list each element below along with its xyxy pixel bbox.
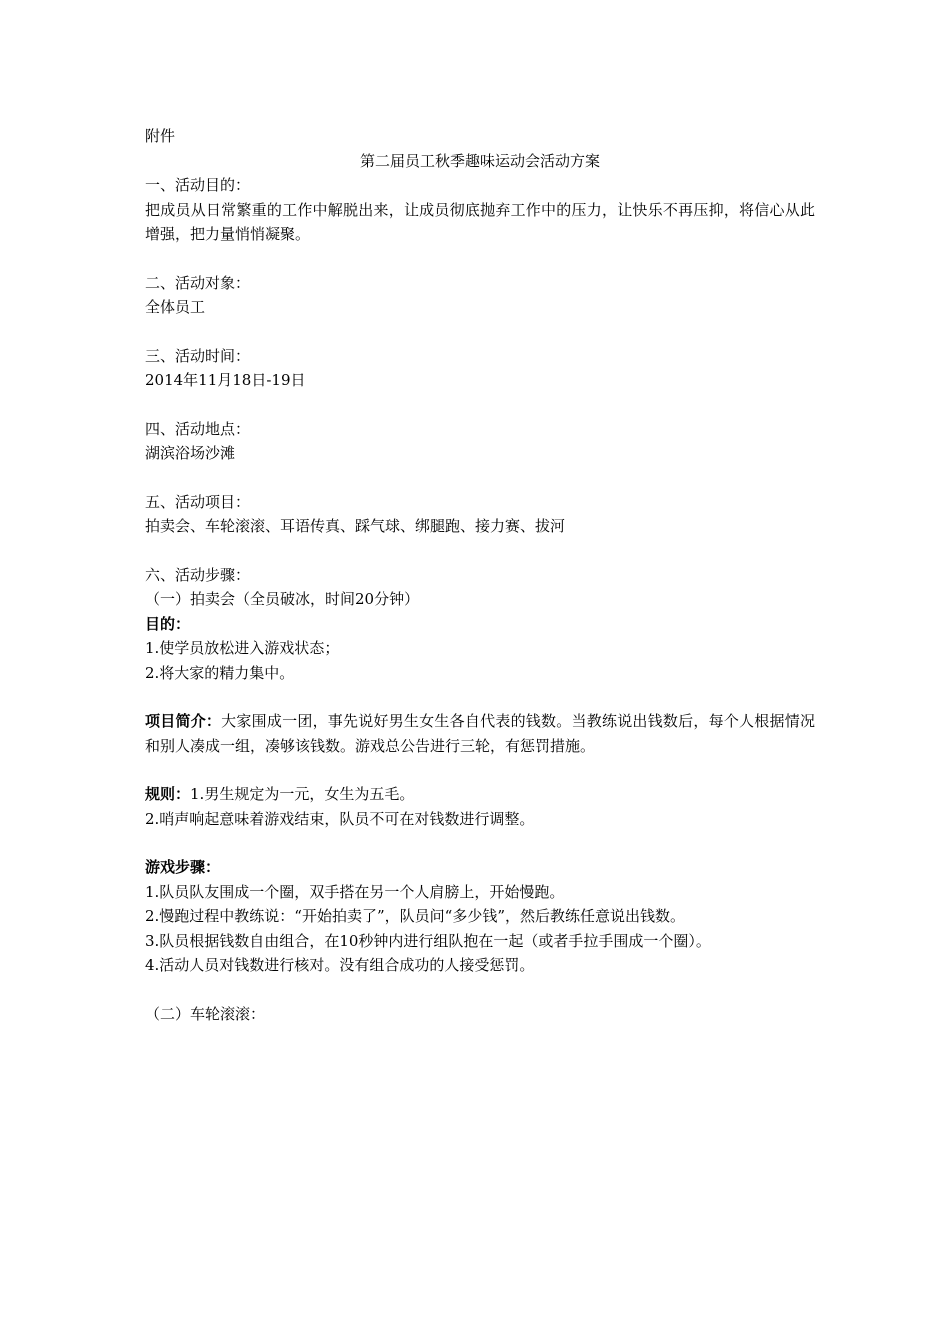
- rule-item-2: 2.哨声响起意味着游戏结束，队员不可在对钱数进行调整。: [145, 809, 535, 828]
- steps-heading: 六、活动步骤：: [145, 565, 251, 584]
- intro-text: 大家围成一团，事先说好男生女生各自代表的钱数。当教练说出钱数后，每个人根据情况和别人凑成一组，凑够该钱数。游戏总公告进行三轮，有惩罚措施。: [145, 712, 815, 755]
- attachment-label: 附件: [145, 127, 176, 145]
- time-heading: 三、活动时间：: [145, 346, 251, 365]
- spacer: [145, 978, 815, 1002]
- spacer: [145, 393, 815, 417]
- rules-paragraph: [145, 782, 815, 807]
- spacer: [145, 539, 815, 563]
- goal-label: 目的：: [145, 614, 191, 633]
- document-title: 第二届员工秋季趣味运动会活动方案: [359, 151, 600, 170]
- spacer: [145, 466, 815, 490]
- spacer: [145, 320, 815, 344]
- purpose-text: 把成员从日常繁重的工作中解脱出来，让成员彻底抛弃工作中的压力，让快乐不再压抑，将信心从此增强，把力量悄悄凝聚。: [145, 200, 815, 243]
- time-text: 2014年11月18日-19日: [145, 371, 306, 389]
- game-steps-label: 游戏步骤：: [145, 858, 221, 876]
- intro-label: 项目简介：: [145, 712, 222, 730]
- spacer: [145, 758, 815, 782]
- place-heading: 四、活动地点：: [145, 419, 251, 438]
- goal-item-1: 1.使学员放松进入游戏状态；: [145, 639, 340, 657]
- document-page: [145, 124, 815, 1026]
- spacer: [145, 831, 815, 855]
- place-text: 湖滨浴场沙滩: [145, 444, 236, 462]
- intro-paragraph: [145, 709, 815, 758]
- rule-item-1: 1.男生规定为一元，女生为五毛。: [190, 785, 415, 803]
- rules-label: 规则：: [145, 785, 191, 803]
- game-step-2: 2.慢跑过程中教练说：“开始拍卖了”，队员问“多少钱”，然后教练任意说出钱数。: [145, 907, 685, 925]
- spacer: [145, 247, 815, 271]
- target-heading: 二、活动对象：: [145, 273, 251, 292]
- game-step-1: 1.队员队友围成一个圈，双手搭在另一个人肩膀上，开始慢跑。: [145, 882, 565, 901]
- items-text: 拍卖会、车轮滚滚、耳语传真、踩气球、绑腿跑、接力赛、拔河: [145, 517, 566, 535]
- game-step-3: 3.队员根据钱数自由组合，在10秒钟内进行组队抱在一起（或者手拉手围成一个圈）。: [145, 931, 711, 950]
- auction-title: （一）拍卖会（全员破冰，时间20分钟）: [145, 590, 420, 608]
- game-step-4: 4.活动人员对钱数进行核对。没有组合成功的人接受惩罚。: [145, 956, 535, 974]
- spacer: [145, 685, 815, 709]
- items-heading: 五、活动项目：: [145, 492, 251, 511]
- purpose-heading: 一、活动目的：: [145, 176, 251, 194]
- target-text: 全体员工: [145, 298, 206, 316]
- goal-item-2: 2.将大家的精力集中。: [145, 663, 295, 682]
- wheel-title: （二）车轮滚滚：: [145, 1004, 266, 1023]
